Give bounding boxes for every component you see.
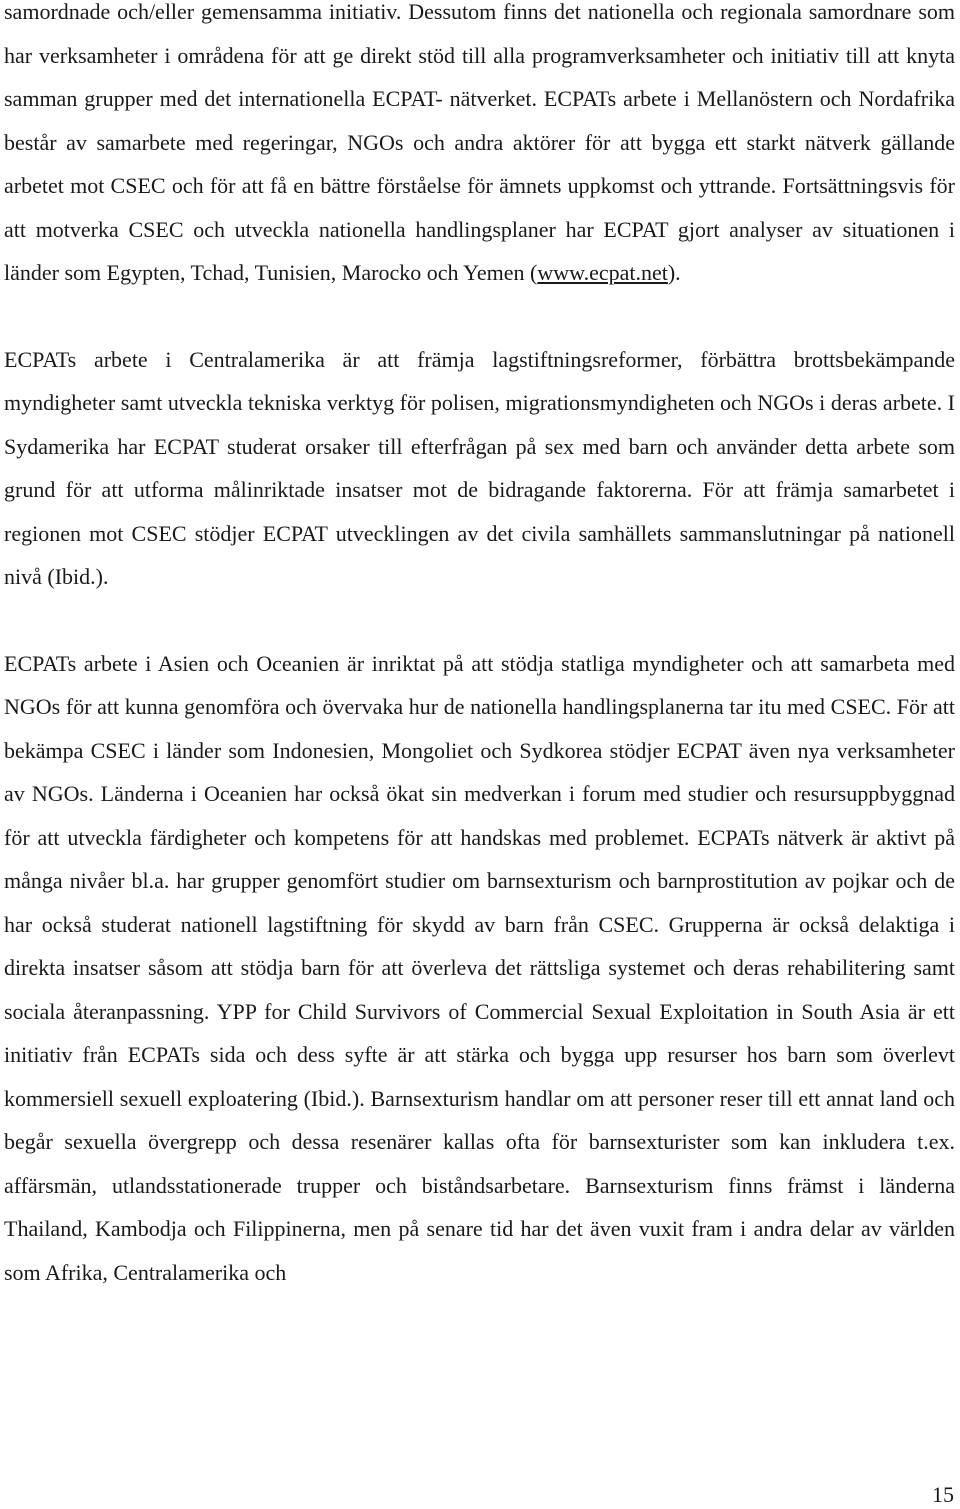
paragraph-central-america: ECPATs arbete i Centralamerika är att främja lagstiftningsreformer, förbättra brottsbekämpande myndigheter samt utveckla tekniska verktyg för polisen, migrationsmyndigheten och NGOs i deras arbete. I Sydamerika har ECPAT studerat orsaker till efterfrågan på sex med barn och använder detta arbete som grund för att utforma målinriktade insatser mot de bidragande faktorerna. För att främja samarbetet i regionen mot CSEC stödjer ECPAT utvecklingen av det civila samhällets sammanslutningar på nationell nivå (Ibid.). — [4, 346, 955, 589]
paragraph-middle-east — [4, 0, 955, 295]
document-page — [4, 0, 955, 1294]
paragraph-asia-oceania: ECPATs arbete i Asien och Oceanien är inriktat på att stödja statliga myndigheter och att samarbeta med NGOs för att kunna genomföra och övervaka hur de nationella handlingsplanerna tar itu med CSEC. För att bekämpa CSEC i länder som Indonesien, Mongoliet och Sydkorea stödjer ECPAT även nya verksamheter av NGOs. Länderna i Oceanien har också ökat sin medverkan i forum med studier och resursuppbyggnad för att utveckla färdigheter och kompetens för att handskas med problemet. ECPATs nätverk är aktivt på många nivåer bl.a. har grupper genomfört studier om barnsexturism och barnprostitution av pojkar och de har också studerat nationell lagstiftning för skydd av barn från CSEC. Grupperna är också delaktiga i direkta insatser såsom att stödja barn för att överleva det rättsliga systemet och deras rehabilitering samt sociala återanpassning. YPP for Child Survivors of Commercial Sexual Exploitation in South Asia är ett initiativ från ECPATs sida och dess syfte är att stärka och bygga upp resurser hos barn som överlevt kommersiell sexuell exploatering (Ibid.). Barnsexturism handlar om att personer reser till ett annat land och begår sexuella övergrepp och dessa resenärer kallas ofta för barnsexturister som kan inkludera t.ex. affärsmän, utlandsstationerade trupper och biståndsarbetare. Barnsexturism finns främst i länderna Thailand, Kambodja och Filippinerna, men på senare tid har det även vuxit fram i andra delar av världen som Afrika, Centralamerika och — [4, 650, 955, 1285]
paragraph-text-end: ). — [667, 260, 681, 285]
page-number: 15 — [932, 1482, 954, 1507]
paragraph-text: samordnade och/eller gemensamma initiativ. Dessutom finns det nationella och regionala samordnare som har verksamheter i områdena för att ge direkt stöd till alla programverksamheter och initiativ till att knyta samman grupper med det internationella ECPAT- nätverket. ECPATs arbete i Mellanöstern och Nordafrika består av samarbete med regeringar, NGOs och andra aktörer för att bygga ett starkt nätverk gällande arbetet mot CSEC och för att få en bättre förståelse för ämnets uppkomst och yttrande. Fortsättningsvis för att motverka CSEC och utveckla nationella handlingsplaner har ECPAT gjort analyser av situationen i länder som Egypten, Tchad, Tunisien, Marocko och Yemen ( — [4, 0, 955, 285]
ecpat-link[interactable]: www.ecpat.net — [537, 260, 668, 285]
